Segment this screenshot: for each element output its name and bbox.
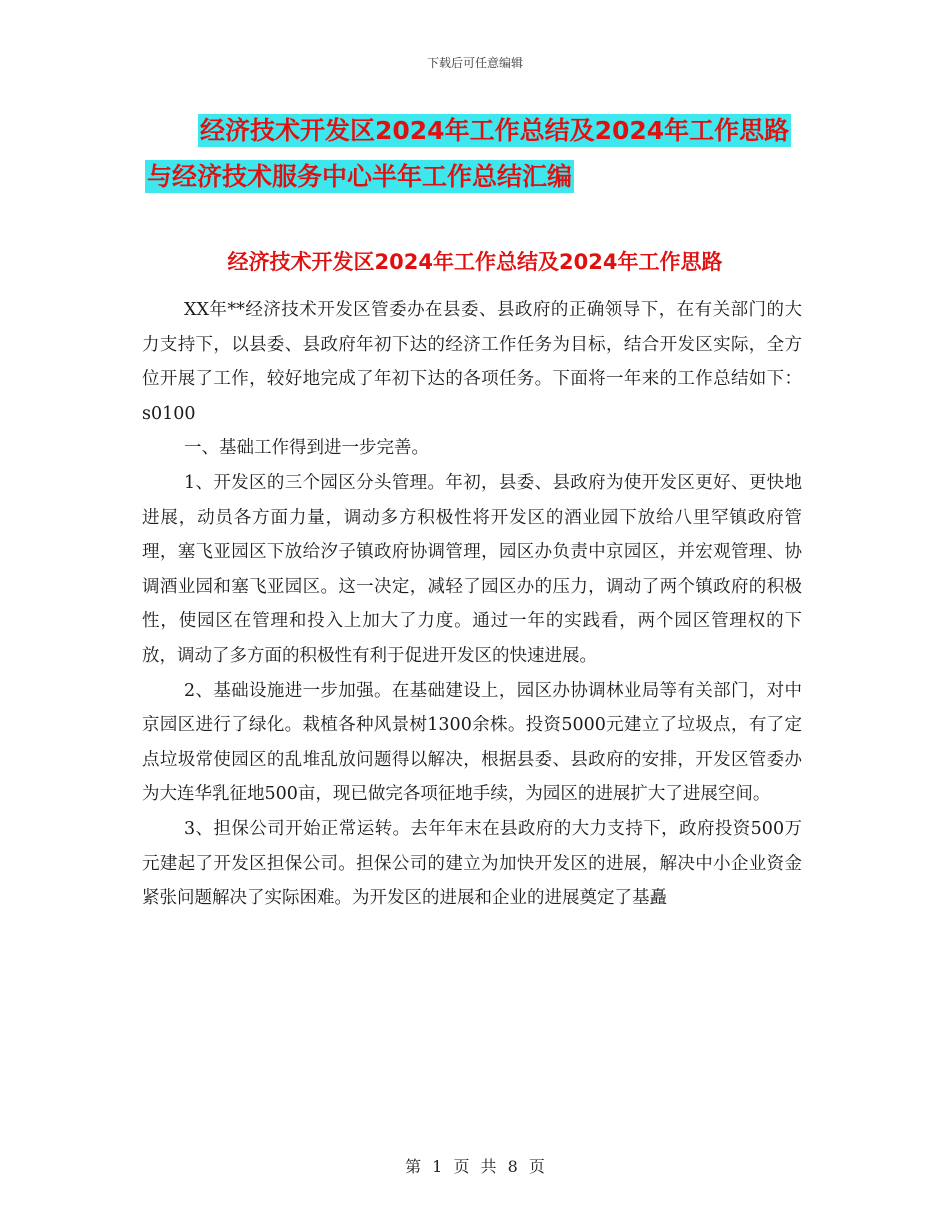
paragraph-heading-1: 一、基础工作得到进一步完善。 (184, 438, 429, 459)
title-line-1: 经济技术开发区2024年工作总结及2024年工作思路 (200, 116, 790, 145)
title-line-2: 与经济技术服务中心半年工作总结汇编 (147, 162, 573, 191)
document-title (145, 108, 825, 200)
paragraph-item-2: 2、基础设施进一步加强。在基础建设上，园区办协调林业局等有关部门，对中京园区进行了绿化。栽植各种风景树1300余株。投资5000元建立了垃圾点，有了定点垃圾常使园区的乱堆乱放问题得以解决，根据县委、县政府的安排，开发区管委办为大连华乳征地500亩，现已做完各项征地手续，为园区的进展扩大了进展空间。 (142, 680, 802, 805)
paragraph-item-3: 3、担保公司开始正常运转。去年年末在县政府的大力支持下，政府投资500万元建起了开发区担保公司。担保公司的建立为加快开发区的进展，解决中小企业资金紧张问题解决了实际困难。为开发区的进展和企业的进展奠定了基矗 (142, 818, 802, 909)
section-title: 经济技术开发区2024年工作总结及2024年工作思路 (227, 250, 723, 274)
body-text (142, 293, 802, 916)
paragraph-item-1: 1、开发区的三个园区分头管理。年初，县委、县政府为使开发区更好、更快地进展，动员各方面力量，调动多方积极性将开发区的酒业园下放给八里罕镇政府管理，塞飞亚园区下放给汐子镇政府协调管理，园区办负责中京园区，并宏观管理、协调酒业园和塞飞亚园区。这一决定，减轻了园区办的压力，调动了两个镇政府的积极性，使园区在管理和投入上加大了力度。通过一年的实践看，两个园区管理权的下放，调动了多方面的积极性有利于促进开发区的快速进展。 (142, 472, 802, 666)
header-note: 下载后可任意编辑 (426, 56, 523, 70)
page-number: 第 1 页 共 8 页 (405, 1157, 545, 1176)
paragraph-intro: XX年**经济技术开发区管委办在县委、县政府的正确领导下，在有关部门的大力支持下，以县委、县政府年初下达的经济工作任务为目标，结合开发区实际，全方位开展了工作，较好地完成了年初下达的各项任务。下面将一年来的工作总结如下：s0100 (142, 300, 802, 424)
